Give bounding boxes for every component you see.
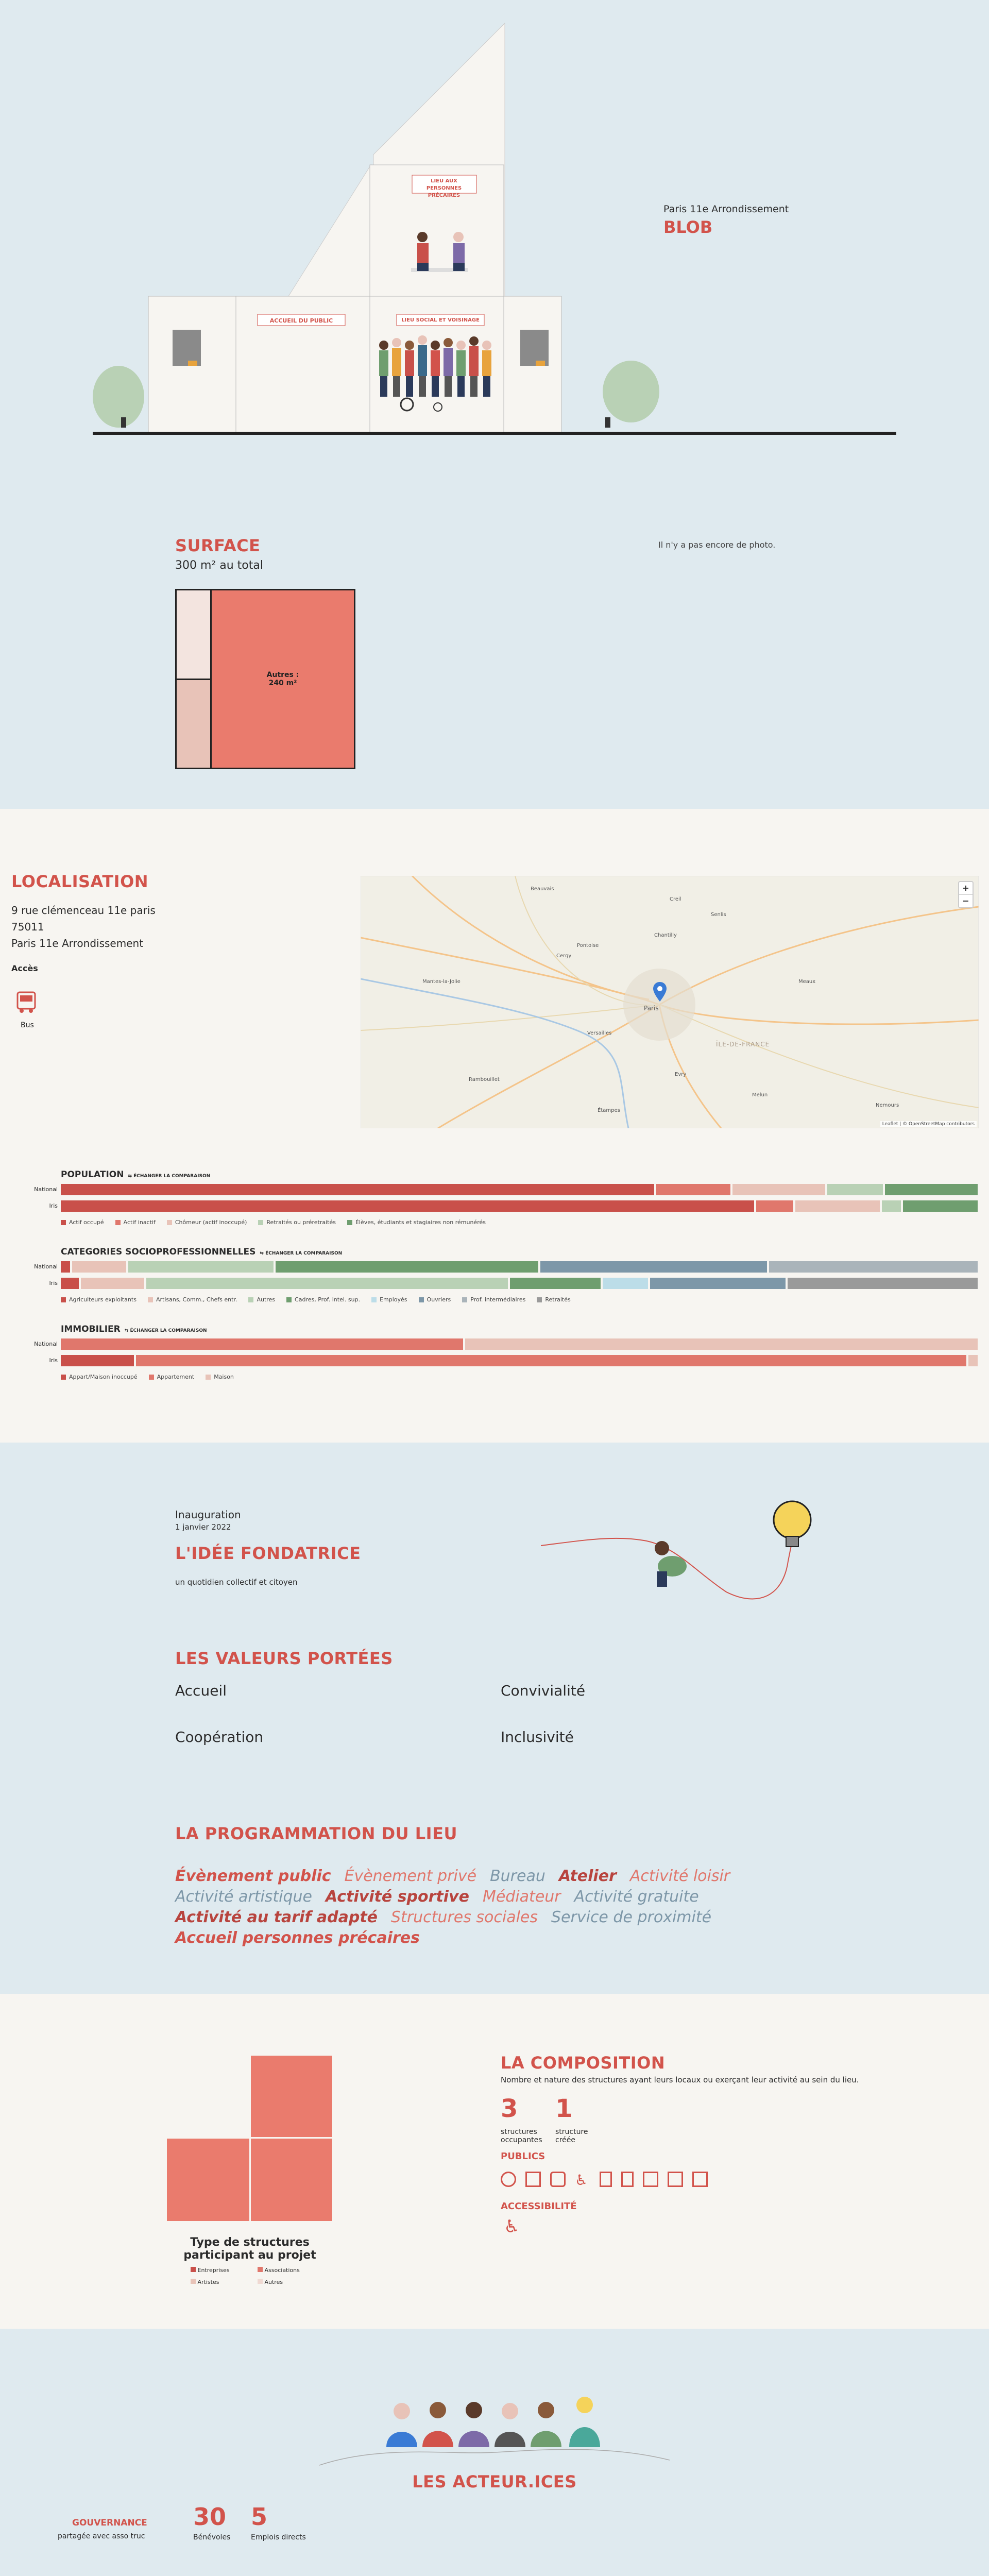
localisation-title: LOCALISATION — [11, 872, 149, 891]
map-label-pontoise: Pontoise — [577, 943, 599, 948]
population-iris-segment-1[interactable] — [756, 1200, 794, 1212]
csp-row-label-iris: Iris — [49, 1280, 58, 1286]
population-national-segment-4[interactable] — [885, 1184, 978, 1195]
programmation-item: Accueil personnes précaires — [175, 1929, 420, 1947]
csp-national-segment-0[interactable] — [61, 1261, 70, 1273]
immobilier-row-label-iris: Iris — [49, 1357, 58, 1364]
structures-occupantes-label: structures occupantes — [501, 2128, 542, 2144]
csp-legend — [61, 1296, 571, 1303]
accueil-label: ACCUEIL DU PUBLIC — [269, 317, 333, 324]
benevoles-label: Bénévoles — [193, 2533, 231, 2541]
csp-national-segment-2[interactable] — [128, 1261, 274, 1273]
acteurs-section — [0, 2329, 989, 2576]
population-bar-national — [61, 1184, 978, 1195]
programmation-item: Bureau — [490, 1867, 545, 1885]
treemap-block-small-1 — [177, 590, 212, 680]
csp-iris-segment-5[interactable] — [650, 1278, 786, 1289]
csp-legend-item: Retraités — [537, 1296, 570, 1303]
programmation-item: Atelier — [558, 1867, 617, 1885]
wheelchair-icon: ♿ — [575, 2172, 588, 2189]
structures-chart-title: Type de structures participant au projet — [183, 2236, 316, 2262]
surface-title: SURFACE — [175, 536, 261, 555]
no-photo-text: Il n'y a pas encore de photo. — [658, 540, 776, 550]
immobilier-national-segment-2[interactable] — [465, 1338, 978, 1350]
csp-bar-national — [61, 1261, 978, 1273]
population-national-segment-2[interactable] — [732, 1184, 825, 1195]
public-icon-2 — [525, 2172, 541, 2187]
treemap-block-autres — [212, 590, 354, 768]
population-compare-toggle[interactable]: ⇆ ÉCHANGER LA COMPARAISON — [128, 1174, 211, 1179]
public-icon-8 — [668, 2172, 683, 2187]
programmation-title: LA PROGRAMMATION DU LIEU — [175, 1824, 457, 1843]
map-label-idf: ÎLE-DE-FRANCE — [716, 1041, 770, 1048]
population-national-segment-0[interactable] — [61, 1184, 654, 1195]
public-icon-1 — [501, 2172, 516, 2187]
map-label-mantes: Mantes-la-Jolie — [422, 979, 461, 985]
roof-left — [288, 165, 371, 296]
programmation-item: Évènement privé — [344, 1867, 477, 1885]
programmation-item: Activité loisir — [629, 1867, 730, 1885]
emplois-label: Emplois directs — [251, 2533, 306, 2541]
csp-iris-segment-7[interactable] — [788, 1278, 978, 1289]
csp-compare-toggle[interactable]: ⇆ ÉCHANGER LA COMPARAISON — [260, 1251, 343, 1256]
programmation-item: Activité gratuite — [574, 1888, 699, 1906]
window-right — [520, 330, 549, 366]
csp-legend-item: Ouvriers — [419, 1296, 451, 1303]
public-icon-7 — [643, 2172, 658, 2187]
csp-iris-segment-3[interactable] — [510, 1278, 601, 1289]
public-icon-5 — [600, 2172, 612, 2187]
valeurs-title: LES VALEURS PORTÉES — [175, 1649, 393, 1668]
map-label-versailles: Versailles — [587, 1030, 612, 1036]
accessibilite-label: ACCESSIBILITÉ — [501, 2201, 577, 2212]
structure-square-1 — [251, 2056, 332, 2137]
localisation-section — [0, 809, 989, 1443]
csp-legend-item: Autres — [248, 1296, 275, 1303]
gouvernance-sub: partagée avec asso truc — [58, 2532, 145, 2540]
programmation-item: Service de proximité — [551, 1908, 712, 1926]
city-label: Paris 11e Arrondissement — [663, 204, 789, 215]
public-icon-3 — [550, 2172, 566, 2187]
surface-total: 300 m² au total — [175, 559, 263, 572]
place-name: BLOB — [663, 217, 713, 237]
population-row-label-national: National — [34, 1186, 58, 1193]
structure-creee-count: 1 — [555, 2094, 573, 2123]
immobilier-legend-item: Appartement — [149, 1374, 195, 1380]
csp-national-segment-5[interactable] — [540, 1261, 767, 1273]
valeur-convivialite: Convivialité — [501, 1682, 586, 1699]
inauguration-label: Inauguration — [175, 1509, 241, 1521]
map-roads — [361, 876, 979, 1128]
publics-label: PUBLICS — [501, 2151, 545, 2162]
gouvernance-label: GOUVERNANCE — [72, 2518, 147, 2528]
population-legend-item: Retraités ou préretraités — [258, 1219, 336, 1226]
csp-bar-iris — [61, 1278, 978, 1289]
csp-legend-item: Employés — [371, 1296, 407, 1303]
immobilier-legend-item: Maison — [206, 1374, 234, 1380]
immobilier-iris-segment-2[interactable] — [968, 1355, 978, 1366]
csp-row-label-national: National — [34, 1263, 58, 1270]
map-label-chantilly: Chantilly — [654, 933, 677, 938]
csp-iris-segment-4[interactable] — [603, 1278, 648, 1289]
map-label-cergy: Cergy — [556, 953, 572, 959]
legend-associations: Associations — [258, 2267, 325, 2274]
programmation-list — [175, 1866, 752, 1948]
csp-legend-item: Artisans, Comm., Chefs entr. — [148, 1296, 237, 1303]
immobilier-title: IMMOBILIER ⇆ ÉCHANGER LA COMPARAISON — [61, 1324, 207, 1334]
population-iris-segment-2[interactable] — [795, 1200, 880, 1212]
treemap-block-small-2 — [177, 680, 212, 768]
map-label-melun: Melun — [752, 1092, 768, 1098]
building-illustration — [88, 21, 912, 443]
social-label: LIEU SOCIAL ET VOISINAGE — [401, 317, 480, 323]
immobilier-national-segment-1[interactable] — [61, 1338, 463, 1350]
programmation-item: Activité sportive — [326, 1888, 469, 1906]
csp-legend-item: Cadres, Prof. intel. sup. — [286, 1296, 360, 1303]
map-label-nemours: Nemours — [876, 1103, 899, 1108]
valeur-inclusivite: Inclusivité — [501, 1728, 574, 1745]
immobilier-bar-iris — [61, 1355, 978, 1366]
structure-square-2 — [167, 2139, 249, 2221]
population-legend-item: Actif occupé — [61, 1219, 104, 1226]
programmation-item: Évènement public — [175, 1867, 331, 1885]
composition-title: LA COMPOSITION — [501, 2053, 666, 2073]
population-bar-iris — [61, 1200, 978, 1212]
csp-iris-segment-1[interactable] — [81, 1278, 144, 1289]
surface-treemap — [175, 589, 355, 769]
immobilier-iris-segment-0[interactable] — [61, 1355, 134, 1366]
structure-creee-label: structure créée — [555, 2128, 588, 2144]
emplois-count: 5 — [251, 2503, 268, 2531]
csp-national-segment-6[interactable] — [769, 1261, 978, 1273]
population-title: POPULATION ⇆ ÉCHANGER LA COMPARAISON — [61, 1170, 211, 1180]
immobilier-legend — [61, 1374, 234, 1380]
map-zoom-in-button[interactable]: + — [959, 882, 973, 895]
accessibilite-wheelchair-icon: ♿ — [504, 2216, 520, 2237]
publics-icons — [501, 2172, 717, 2187]
structures-occupantes-count: 3 — [501, 2094, 518, 2123]
csp-iris-segment-0[interactable] — [61, 1278, 79, 1289]
acteurs-title: LES ACTEUR.ICES — [412, 2472, 577, 2492]
lightbulb-illustration — [541, 1499, 819, 1618]
projet-section — [0, 1443, 989, 1994]
map-zoom-control — [958, 881, 974, 908]
public-icon-9 — [692, 2172, 708, 2187]
valeur-accueil: Accueil — [175, 1682, 227, 1699]
population-row-label-iris: Iris — [49, 1202, 58, 1209]
csp-legend-item: Prof. intermédiaires — [462, 1296, 525, 1303]
bus-label: Bus — [21, 1021, 34, 1029]
legend-entreprises: Entreprises — [191, 2267, 258, 2274]
immobilier-bar-national — [61, 1338, 978, 1350]
structures-chart — [167, 2056, 333, 2222]
population-legend — [61, 1219, 486, 1226]
map-label-etampes: Étampes — [598, 1108, 620, 1113]
map-label-rambouillet: Rambouillet — [469, 1077, 500, 1082]
csp-legend-item: Agriculteurs exploitants — [61, 1296, 137, 1303]
public-icon-6 — [621, 2172, 634, 2187]
csp-title: CATEGORIES SOCIOPROFESSIONNELLES ⇆ ÉCHANGER LA COMPARAISON — [61, 1247, 343, 1257]
population-legend-item: Chômeur (actif inoccupé) — [167, 1219, 247, 1226]
ground-line — [93, 432, 896, 435]
programmation-item: Activité artistique — [175, 1888, 313, 1906]
programmation-item: Médiateur — [482, 1888, 561, 1906]
benevoles-count: 30 — [193, 2503, 227, 2531]
map-zoom-out-button[interactable]: − — [962, 896, 969, 906]
map-label-evry: Evry — [675, 1072, 687, 1077]
programmation-item: Activité au tarif adapté — [175, 1908, 378, 1926]
map-label-creil: Creil — [670, 896, 681, 902]
structure-square-3 — [251, 2139, 332, 2221]
lieu-precaires-label: LIEU AUX PERSONNES PRÉCAIRES — [426, 178, 462, 198]
population-legend-item: Actif inactif — [115, 1219, 156, 1226]
map-marker-icon[interactable] — [653, 982, 667, 1002]
address-line-1: 9 rue clémenceau 11e paris — [11, 904, 156, 917]
map-label-paris: Paris — [644, 1005, 659, 1012]
population-national-segment-1[interactable] — [656, 1184, 730, 1195]
population-national-segment-3[interactable] — [827, 1184, 883, 1195]
map-label-beauvais: Beauvais — [531, 886, 554, 892]
immobilier-row-label-national: National — [34, 1341, 58, 1347]
map-label-senlis: Senlis — [711, 912, 726, 918]
idee-title: L'IDÉE FONDATRICE — [175, 1544, 361, 1563]
population-iris-segment-4[interactable] — [903, 1200, 978, 1212]
bus-icon — [14, 990, 38, 1014]
tree-left — [93, 366, 144, 428]
csp-national-segment-1[interactable] — [72, 1261, 127, 1273]
map-credit[interactable]: Leaflet | © OpenStreetMap contributors — [880, 1121, 977, 1127]
csp-iris-segment-2[interactable] — [146, 1278, 508, 1289]
tree-right — [603, 361, 659, 422]
legend-artistes: Artistes — [191, 2279, 258, 2285]
address-line-3: Paris 11e Arrondissement — [11, 937, 144, 950]
map[interactable] — [361, 876, 979, 1128]
window-left — [173, 330, 201, 366]
treemap-autres-label: Autres : 240 m² — [266, 671, 299, 687]
structures-legend — [191, 2267, 325, 2285]
valeur-cooperation: Coopération — [175, 1728, 264, 1745]
acces-label: Accès — [11, 963, 38, 973]
legend-autres: Autres — [258, 2279, 325, 2285]
population-legend-item: Élèves, étudiants et stagiaires non rémunérés — [347, 1219, 486, 1226]
population-iris-segment-0[interactable] — [61, 1200, 754, 1212]
idee-subtitle: un quotidien collectif et citoyen — [175, 1578, 298, 1587]
programmation-item: Structures sociales — [391, 1908, 538, 1926]
map-label-meaux: Meaux — [798, 979, 816, 985]
composition-section — [0, 1994, 989, 2329]
population-iris-segment-3[interactable] — [882, 1200, 900, 1212]
immobilier-iris-segment-1[interactable] — [136, 1355, 967, 1366]
address-line-2: 75011 — [11, 921, 44, 933]
immobilier-compare-toggle[interactable]: ⇆ ÉCHANGER LA COMPARAISON — [124, 1328, 207, 1333]
hero-section — [0, 0, 989, 809]
csp-national-segment-3[interactable] — [276, 1261, 538, 1273]
inauguration-date: 1 janvier 2022 — [175, 1522, 231, 1532]
composition-desc: Nombre et nature des structures ayant leurs locaux ou exerçant leur activité au sein du lieu. — [501, 2075, 859, 2084]
immobilier-legend-item: Appart/Maison inoccupé — [61, 1374, 138, 1380]
